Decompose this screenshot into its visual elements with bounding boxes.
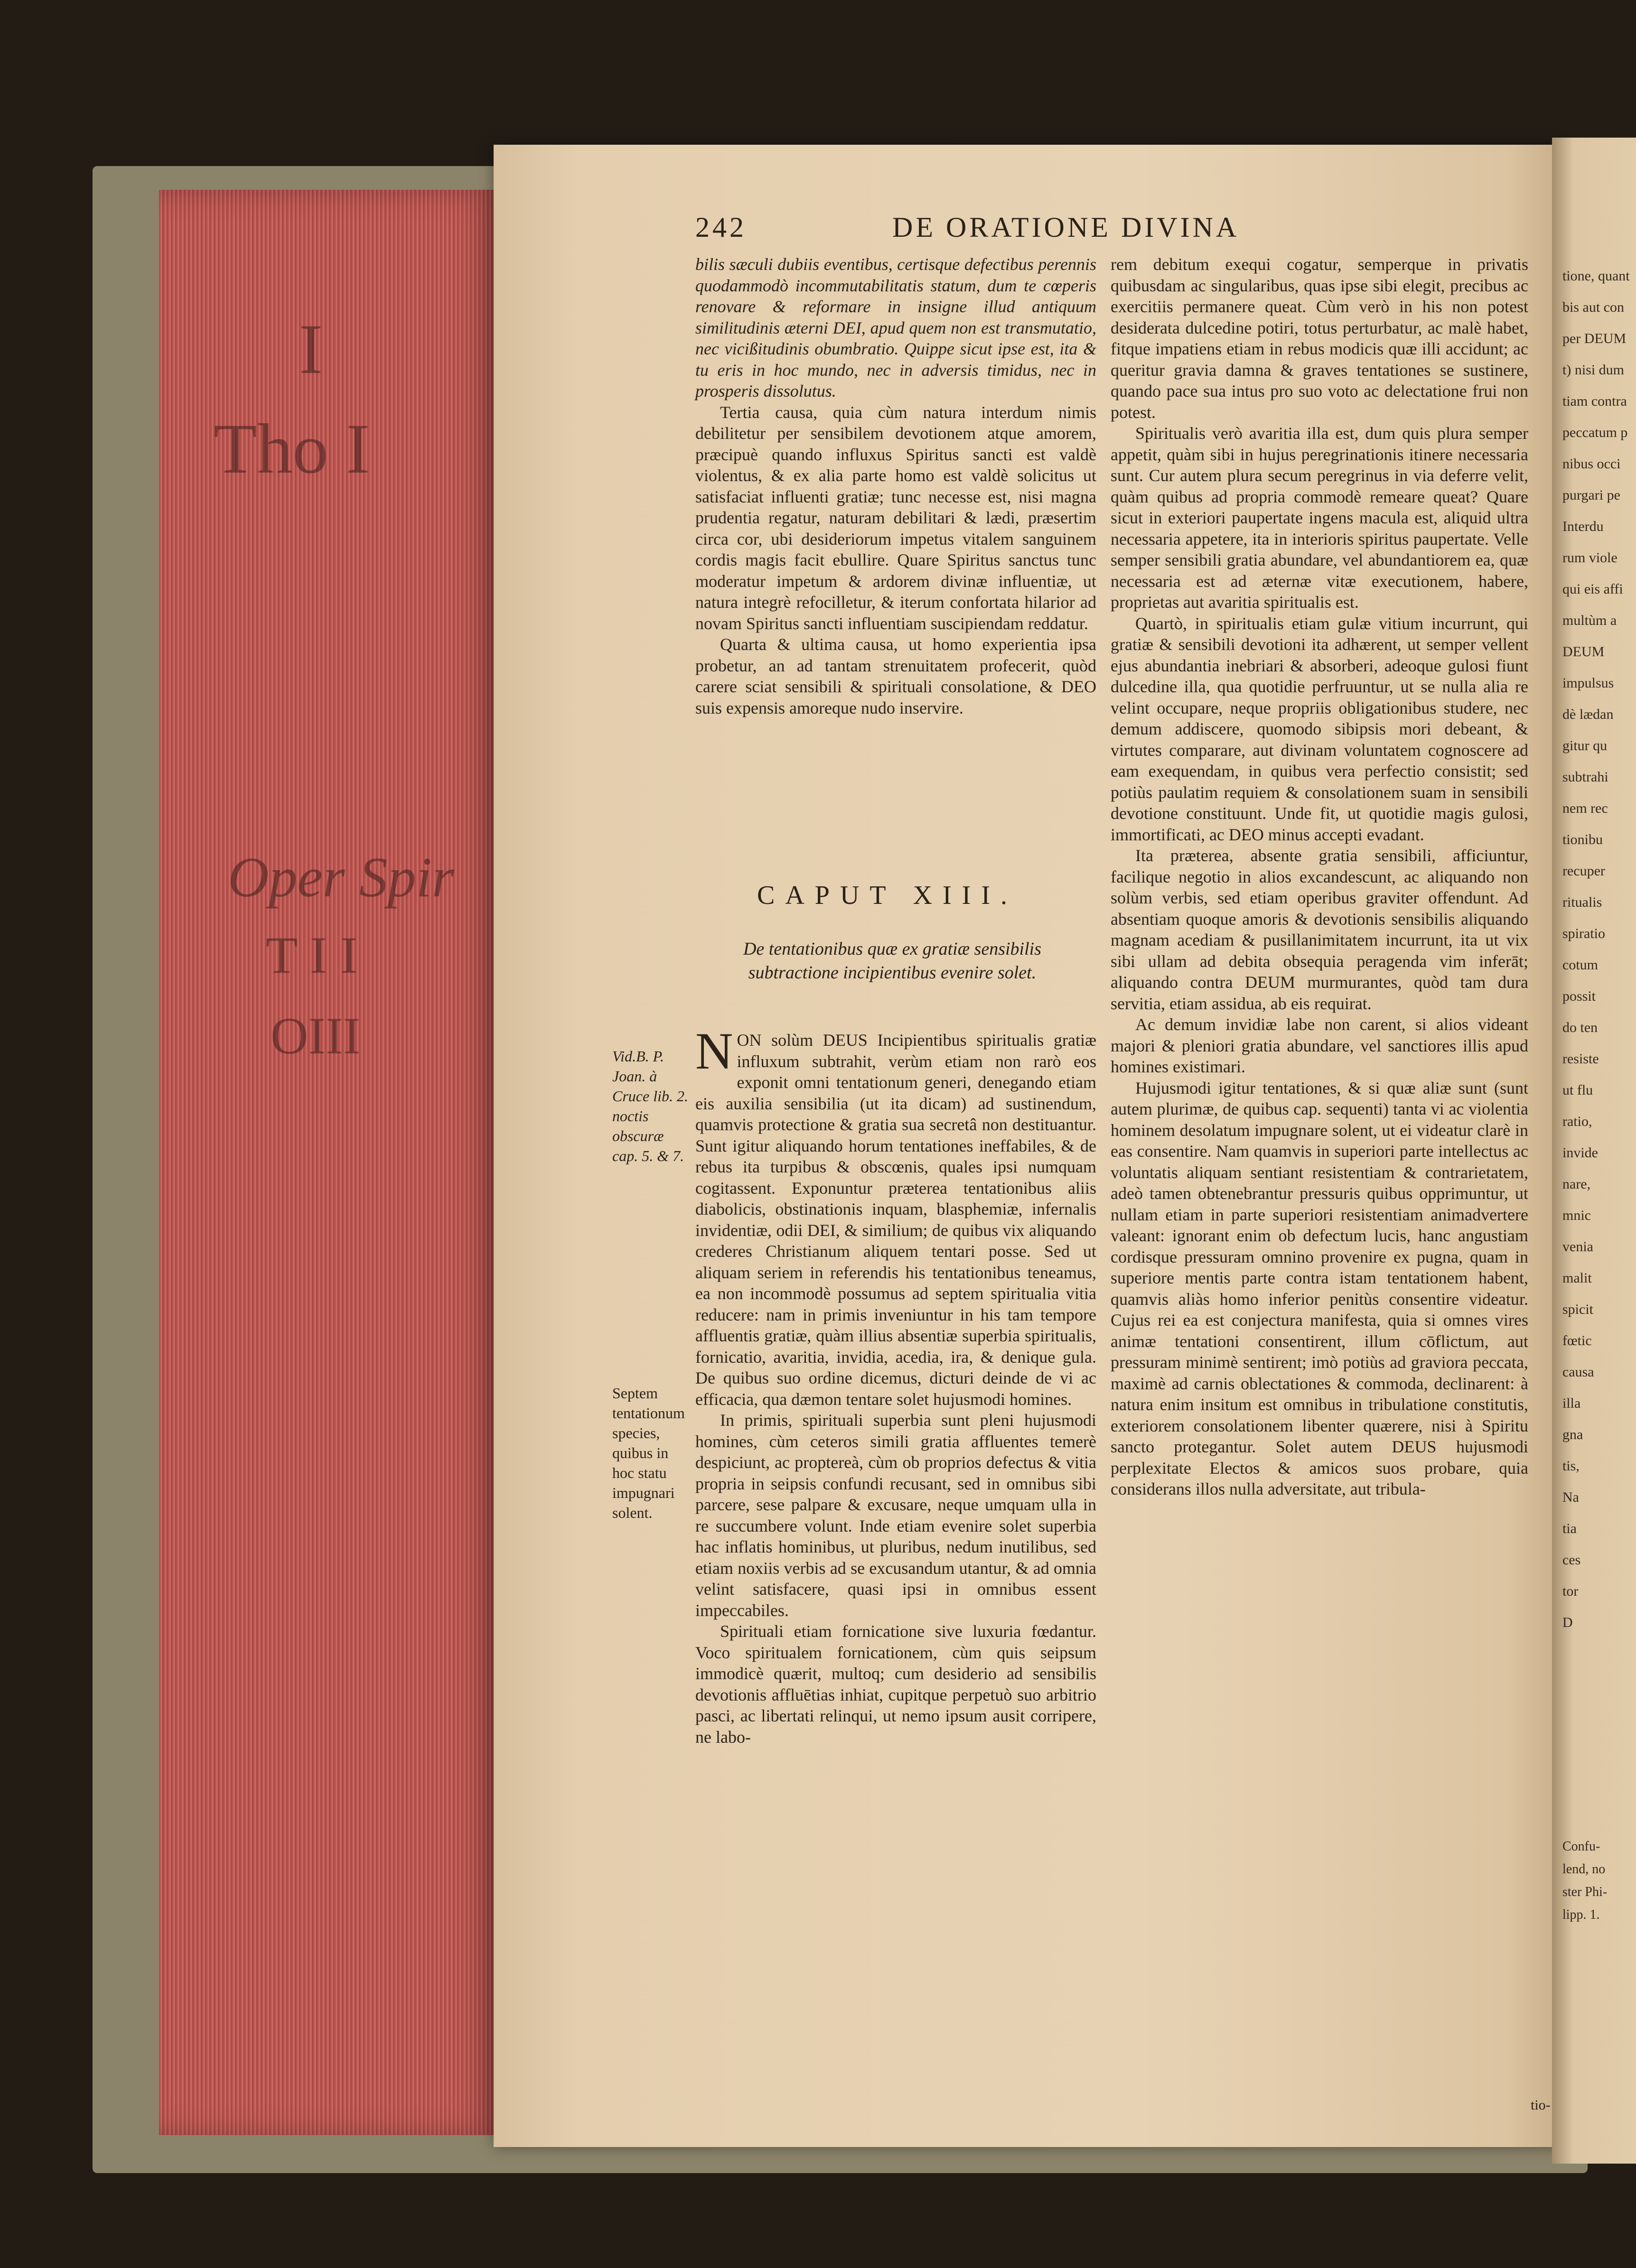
paragraph: bilis sæculi dubiis eventibus, certisque defectibus perennis quodammodò incommutabilitatis statum, dum te cœperis renovare & reformare in insigne illud antiquum similitudinis æterni DEI, apud quem non est transmutatio, nec vicißitudinis obumbratio. Quippe sicut ipse est, ita & tu eris in hoc mundo, nec in adversis timidus, nec in prosperis dissolutus. xyxy=(695,255,1096,400)
right-page-line: causa xyxy=(1562,1364,1594,1380)
right-page-line: t) nisi dum xyxy=(1562,362,1625,378)
spine-letter-1: I xyxy=(299,310,323,389)
right-page-line: do ten xyxy=(1562,1020,1598,1035)
drop-cap: N xyxy=(695,1022,733,1080)
right-page-line: mnic xyxy=(1562,1208,1591,1223)
right-page-line: invide xyxy=(1562,1145,1598,1161)
right-page-margin-line: ster Phi- xyxy=(1562,1885,1608,1899)
spine-letter-2: Tho I xyxy=(214,409,370,488)
right-page-line: purgari pe xyxy=(1562,487,1620,503)
right-page-line: DEUM xyxy=(1562,644,1605,660)
paragraph: NON solùm DEUS Incipientibus spiritualis gratiæ influxum subtrahit, verùm etiam non rarò eos exponit omni tentationum generi, denegando etiam eis auxilia sensibilia (ut ita dicam) ad sustinendum, quamvis protectione & gratia sua secretâ non destituantur. Sunt igitur aliquando horum tentationes ineffabiles, & de rebus ita turpibus & obscœnis, quales ipsi numquam cogitassent. Exponuntur præterea tentationibus aliis diabolicis, obstinationis inquam, blasphemiæ, infernalis invidentiæ, odii DEI, & similium; de quibus vix aliquando crederes Christianum aliquem tentari posse. Sed ut aliquam seriem in referendis his tentationibus teneamus, ea non incommodè possumus ad septem spiritualia vitia reducere: nam in primis inveniuntur in his tam tempore affluentis gratiæ, quàm illius absentiæ superbia spiritualis, fornicatio, avaritia, invidia, acedia, ira, & denique gula. De quibus suo ordine dicemus, dicturi deinde de vi ac efficacia, qua dæmon tentare solet hujusmodi homines. xyxy=(695,1022,1096,1409)
right-page-line: recuper xyxy=(1562,863,1605,879)
right-page-line: D xyxy=(1562,1615,1573,1630)
right-page-line: nem rec xyxy=(1562,800,1608,816)
margin-note-reference: Vid.B. P. Joan. à Cruce lib. 2. noctis obscuræ cap. 5. & 7. xyxy=(612,1048,688,1164)
paragraph: Hujusmodi igitur tentationes, & si quæ aliæ sunt (sunt autem plurimæ, de quibus cap. sequenti) tanta vi ac violentia hominem desolatum impugnare solent, ut ei videatur clarè in eas consentire. Nam quamvis in superiori parte intellectus ac voluntatis aliquam sentiant resistentiam & contrarietatem, adeò tamen obtenebrantur pressuris quibus opprimuntur, ut nullam etiam in parte superiori resistentiam animadvertere valeant: ignorant enim ob defectum lucis, hanc angustiam cordisque pressuram omnino provenire ex pugna, quam in superiore mentis parte contra istam tentationem habent, quamvis aliàs homo inferior penitùs consentire videatur. Cujus rei ea est conjectura manifesta, quia si omnes vires animæ tentationi consentirent, illum cōflictum, aut pressuram minimè sentirent; imò potiùs ad graviora peccata, maximè ad carnis oblectationes & commoda, declinarent: à natura enim insitum est omnibus in tribulatione constitutis, exteriorem consolationem libenter quærere, nisi à Spiritu sancto protegantur. Solet autem DEUS hujusmodi perplexitate Electos & amicos suos probare, quia considerans illos nulla adversitate, aut tribula- xyxy=(1111,1078,1528,1498)
right-page-line: spiratio xyxy=(1562,926,1605,941)
right-page-line: rum viole xyxy=(1562,550,1617,566)
right-page-line: resiste xyxy=(1562,1051,1599,1067)
right-page-line: gitur qu xyxy=(1562,738,1608,753)
right-page-line: qui eis affi xyxy=(1562,581,1623,597)
right-column xyxy=(1111,254,1528,1500)
right-page-line: subtrahi xyxy=(1562,769,1608,785)
running-title: DE ORATIONE DIVINA xyxy=(892,212,1240,243)
right-page-line: possit xyxy=(1562,988,1596,1004)
right-page-line: ces xyxy=(1562,1552,1581,1568)
left-column-bottom xyxy=(695,1022,1096,1747)
paragraph: Ac demum invidiæ labe non carent, si alios videant majori & pleniori gratia abundare, vel sanctiores illis apud homines existimari. xyxy=(1111,1015,1528,1076)
right-page-line: cotum xyxy=(1562,957,1598,973)
paragraph: Quarta & ultima causa, ut homo experientia ipsa probetur, an ad tantam strenuitatem profecerit, quòd carere sciat sensibili & spirituali consolatione, & DEO suis expensis amoreque nudo inservire. xyxy=(695,635,1096,717)
right-page-line: nibus occi xyxy=(1562,456,1621,472)
right-page-line: spicit xyxy=(1562,1301,1593,1317)
chapter-heading: CAPUT XIII. xyxy=(757,881,1018,910)
right-page-line: multùm a xyxy=(1562,613,1617,628)
spine-letter-3: Oper Spir xyxy=(228,846,454,909)
right-page-line: dè lædan xyxy=(1562,706,1614,722)
paragraph: In primis, spirituali superbia sunt pleni hujusmodi homines, cùm ceteros simili gratia affluentes temerè despiciunt, ac proptereà, cùm ob proprios defectus & vitia propria in seipsis confundi recusant, sed in omnibus sibi parcere, sese palpare & excusare, neque umquam ulla in re succumbere volunt. Inde etiam evenire solet superbia hac inflatis hominibus, ut pluribus, nedum inutilibus, sed etiam noxiis verbis ad se excusandum utantur, & ad omnia velint satisfacere, quasi ipsi in omnibus essent impeccabiles. xyxy=(695,1411,1096,1620)
right-page-line: fœtic xyxy=(1562,1333,1592,1348)
chapter-subtitle: De tentationibus quæ ex gratiæ sensibilis subtractione incipientibus evenire solet. xyxy=(743,939,1042,983)
right-page-line: bis aut con xyxy=(1562,299,1624,315)
right-page-line: tis, xyxy=(1562,1458,1580,1474)
paragraph: Spiritualis verò avaritia illa est, dum quis plura semper appetit, quàm sibi in hujus peregrinationis itinere necessaria sunt. Cur autem plura secum peregrinus in via deferre velit, quàm quibus ad propria commodè remeare queat? Quare sicut in exteriori paupertate ingens macula est, aliquid ultra necessaria appetere, ita in interioris spiritus paupertate. Velle semper sensibili gratia abundare, vel abundantiorem ea, quæ necessaria est ad æternæ vitæ executionem, habere, proprietas aut avaritia spiritualis est. xyxy=(1111,424,1528,612)
right-page-margin-line: Confu- xyxy=(1562,1839,1600,1854)
paragraph: Ita præterea, absente gratia sensibili, afficiuntur, facilique negotio in alios excandescunt, ac aliquando non solùm verbis, sed etiam operibus graviter offendunt. Ad absentiam quoque amoris & devotionis sensibilis aliquando magnam acediam & pusillanimitatem incurrunt, ita ut vix sibi ullam ad debita obsequia peragenda vim inferāt; aliquando contra DEUM murmurantes, quòd tam dura servitia, etiam assidua, ab eis requirat. xyxy=(1111,846,1528,1013)
right-page-line: tionibu xyxy=(1562,832,1603,847)
right-page-line: malit xyxy=(1562,1270,1592,1286)
paragraph: Quartò, in spiritualis etiam gulæ vitium incurrunt, qui gratiæ & sensibili devotioni ita adhærent, ut semper vellent ejus abundantia inebriari & absorberi, adeoque gulosi fiunt dulcedine illa, qua quotidie perfruuntur, ut se nulla alia re velint occupare, neque propriis obligationibus studere, nec demum addiscere, quomodo sibipsis mori debeant, & virtutes comparare, aut divinam voluntatem cognoscere ad eam exequendam, in quibus vera perfectio consistit; sed potiùs paulatim requiem & consolationem suam in sensibili devotione constituunt. Unde fit, ut quotidie magis gulosi, immortificati, ac DEO minus accepti evadant. xyxy=(1111,613,1528,844)
right-page-line: tia xyxy=(1562,1521,1577,1536)
right-page-line: Na xyxy=(1562,1489,1579,1505)
right-page-line: ut flu xyxy=(1562,1082,1593,1098)
right-page-margin-line: lipp. 1. xyxy=(1562,1907,1600,1922)
catchword: tio- xyxy=(1531,2097,1551,2113)
right-page-line: tione, quant xyxy=(1562,268,1630,284)
paragraph: Tertia causa, quia cùm natura interdum nimis debilitetur per sensibilem devotionem atque amorem, præcipuè quando influxus Spiritus sancti est valdè violentus, & ex alia parte homo est valdè solicitus ut satisfaciat influenti gratiæ; tunc necesse est, nisi magna prudentia regatur, naturam debilitari & lædi, præsertim circa cor, ubi desideriorum impetus vitalem sanguinem cordis magis facit ebullire. Quare Spiritus sanctus tunc moderatur impetum & ardorem divinæ influentiæ, ut natura integrè refocilletur, & iterum confortata hilarior ad novam Spiritus sancti influentiam suscipiendam reddatur. xyxy=(695,402,1096,633)
paragraph: Spirituali etiam fornicatione sive luxuria fœdantur. Voco spiritualem fornicationem, cùm quis seipsum immodicè quærit, multoq; cum desiderio ad sensibilis devotionis affluētias inhiat, cupitque perpetuò suo arbitrio pasci, ac libertati relinqui, ut nemo ipsum ausit corripere, ne labo- xyxy=(695,1622,1096,1747)
paragraph: rem debitum exequi cogatur, semperque in privatis quibusdam ac singularibus, quas ipse sibi elegit, precibus ac exercitiis permanere queat. Cùm verò in his non potest desiderata dulcedine potiri, totus perturbatur, ac malè habet, fitque impatiens etiam in rebus modicis quæ illi accidunt; ac queritur gravia damna & graves tentationes se sustinere, quando pace sua intus pro suo voto ac delectatione frui non potest. xyxy=(1111,255,1528,422)
right-page-line: ratio, xyxy=(1562,1114,1592,1129)
spine-letter-4: T I I xyxy=(266,926,358,984)
right-page-line: per DEUM xyxy=(1562,331,1627,346)
right-page-line: venia xyxy=(1562,1239,1593,1255)
margin-note-temptations: Septem tentationum species, quibus in hoc statu impugnari solent. xyxy=(612,1385,685,1521)
right-page-line: ritualis xyxy=(1562,894,1602,910)
right-page-line: peccatum p xyxy=(1562,425,1628,440)
right-page-line: tor xyxy=(1562,1583,1579,1599)
right-page-line: gna xyxy=(1562,1427,1583,1442)
page-number: 242 xyxy=(695,212,747,243)
right-page-line: illa xyxy=(1562,1395,1581,1411)
spine-letter-5: OIII xyxy=(271,1007,361,1065)
right-page-line: nare, xyxy=(1562,1176,1591,1192)
right-page-line: tiam contra xyxy=(1562,393,1627,409)
right-page-line: impulsus xyxy=(1562,675,1614,691)
left-column-top xyxy=(695,254,1096,718)
right-page-line: Interdu xyxy=(1562,519,1604,534)
right-page-margin-line: lend, no xyxy=(1562,1862,1606,1877)
